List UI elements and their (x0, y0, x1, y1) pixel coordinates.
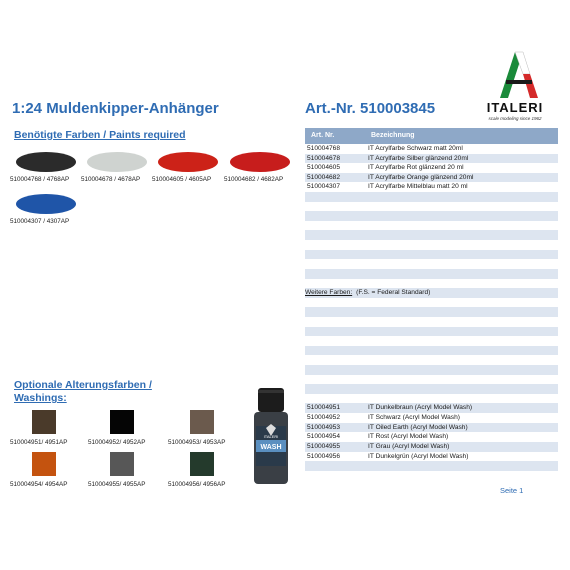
wash-swatch (88, 452, 170, 488)
table-row (305, 173, 558, 183)
cell-art-nr: 510004951 (307, 404, 341, 412)
wash-swatch (168, 452, 250, 488)
table-row (305, 432, 558, 442)
wash-color-square (32, 410, 56, 434)
wash-color-square (110, 410, 134, 434)
cell-bezeichnung: IT Dunkelbraun (Acryl Model Wash) (368, 404, 473, 412)
cell-bezeichnung: IT Dunkelgrün (Acryl Model Wash) (368, 452, 469, 460)
table-row (305, 355, 558, 365)
cell-bezeichnung: IT Oiled Earth (Acryl Model Wash) (368, 423, 468, 431)
table-row (305, 317, 558, 327)
paint-code: 510004678 / 4678AP (81, 176, 141, 183)
paint-code: 510004768 / 4768AP (10, 176, 70, 183)
wash-color-square (32, 452, 56, 476)
cell-bezeichnung: IT Schwarz (Acryl Model Wash) (368, 414, 460, 422)
paint-blob (158, 152, 218, 172)
page-title: 1:24 Muldenkipper-Anhänger (12, 100, 219, 117)
wash-bottle-image (252, 388, 290, 486)
table-row (305, 365, 558, 375)
paint-code: 510004682 / 4682AP (224, 176, 284, 183)
table-row (305, 394, 558, 404)
cell-art-nr: 510004955 (307, 442, 341, 450)
table-row (305, 259, 558, 269)
table-row (305, 202, 558, 212)
table-row (305, 346, 558, 356)
paint-blob (230, 152, 290, 172)
table-row (305, 192, 558, 202)
cell-bezeichnung: IT Acrylfarbe Mittelblau matt 20 ml (368, 183, 468, 191)
table-row (305, 403, 558, 413)
paint-swatch (10, 152, 82, 183)
table-row (305, 279, 558, 289)
cell-art-nr: 510004953 (307, 423, 341, 431)
cell-bezeichnung: IT Acrylfarbe Silber glänzend 20ml (368, 154, 469, 162)
washings-heading-line2: Washings: (14, 392, 67, 404)
paint-blob (16, 152, 76, 172)
cell-bezeichnung: IT Grau (Acryl Model Wash) (368, 442, 450, 450)
wash-color-square (190, 452, 214, 476)
table-row (305, 154, 558, 164)
table-row (305, 452, 558, 462)
washings-heading-line1: Optionale Alterungsfarben / (14, 379, 152, 391)
paint-blob (16, 194, 76, 214)
wash-color-square (190, 410, 214, 434)
table-row (305, 298, 558, 308)
cell-bezeichnung: IT Acrylfarbe Rot glänzend 20 ml (368, 164, 464, 172)
table-row (305, 423, 558, 433)
table-row (305, 336, 558, 346)
table-row (305, 327, 558, 337)
federal-standard-note: (F.S. = Federal Standard) (356, 289, 431, 297)
cell-art-nr: 510004605 (307, 164, 341, 172)
cell-bezeichnung: IT Acrylfarbe Schwarz matt 20ml (368, 145, 463, 152)
table-row (305, 240, 558, 250)
table-row (305, 250, 558, 260)
cell-art-nr: 510004682 (307, 173, 341, 181)
table-row (305, 384, 558, 394)
wash-swatch (10, 452, 92, 488)
cell-art-nr: 510004678 (307, 154, 341, 162)
brand-tagline: scale modeling since 1962 (488, 116, 542, 121)
table-row (305, 230, 558, 240)
wash-color-square (110, 452, 134, 476)
cell-bezeichnung: IT Rost (Acryl Model Wash) (368, 433, 449, 441)
paint-blob (87, 152, 147, 172)
table-row (305, 375, 558, 385)
bottle-label-brand: ITALERI (263, 434, 279, 439)
wash-swatch (10, 410, 92, 446)
wash-code: 510004956/ 4956AP (168, 481, 226, 488)
table-row (305, 307, 558, 317)
italeri-flag-a-icon (470, 50, 560, 100)
paint-table (305, 128, 558, 471)
further-colors-row (305, 289, 430, 296)
page-number: Seite 1 (500, 486, 524, 495)
cell-art-nr: 510004768 (307, 145, 341, 152)
further-colors-label: Weitere Farben: (305, 289, 353, 297)
cell-art-nr: 510004307 (307, 183, 341, 191)
paint-swatch (10, 194, 82, 225)
table-header (305, 128, 558, 144)
bottle-label-text: WASH (260, 444, 282, 451)
washings-heading (14, 379, 152, 405)
table-row (305, 211, 558, 221)
paints-heading: Benötigte Farben / Paints required (14, 129, 186, 141)
paint-swatch (152, 152, 224, 183)
table-row (305, 144, 558, 154)
column-header-art-nr: Art. Nr. (311, 132, 335, 139)
column-header-bezeichnung: Bezeichnung (371, 132, 415, 139)
wash-code: 510004955/ 4955AP (88, 481, 146, 488)
table-row (305, 413, 558, 423)
cell-bezeichnung: IT Acrylfarbe Orange glänzend 20ml (368, 173, 474, 181)
wash-code: 510004954/ 4954AP (10, 481, 68, 488)
brand-name: ITALERI (486, 100, 544, 115)
paint-swatch (81, 152, 153, 183)
table-row (305, 163, 558, 173)
table-row (305, 461, 558, 471)
wash-code: 510004952/ 4952AP (88, 439, 146, 446)
paint-swatch (224, 152, 296, 183)
article-number-title: Art.-Nr. 510003845 (305, 100, 436, 117)
table-row (305, 221, 558, 231)
wash-swatch (88, 410, 170, 446)
table-row (305, 288, 558, 298)
cell-art-nr: 510004952 (307, 414, 341, 422)
cell-art-nr: 510004954 (307, 433, 341, 441)
paint-code: 510004307 / 4307AP (10, 218, 70, 225)
wash-code: 510004951/ 4951AP (10, 439, 68, 446)
paint-code: 510004605 / 4605AP (152, 176, 212, 183)
cell-art-nr: 510004956 (307, 452, 341, 460)
table-row (305, 182, 558, 192)
table-row (305, 442, 558, 452)
table-row (305, 269, 558, 279)
wash-swatch (168, 410, 250, 446)
table-body (305, 144, 558, 471)
wash-code: 510004953/ 4953AP (168, 439, 226, 446)
italeri-logo (470, 50, 560, 126)
